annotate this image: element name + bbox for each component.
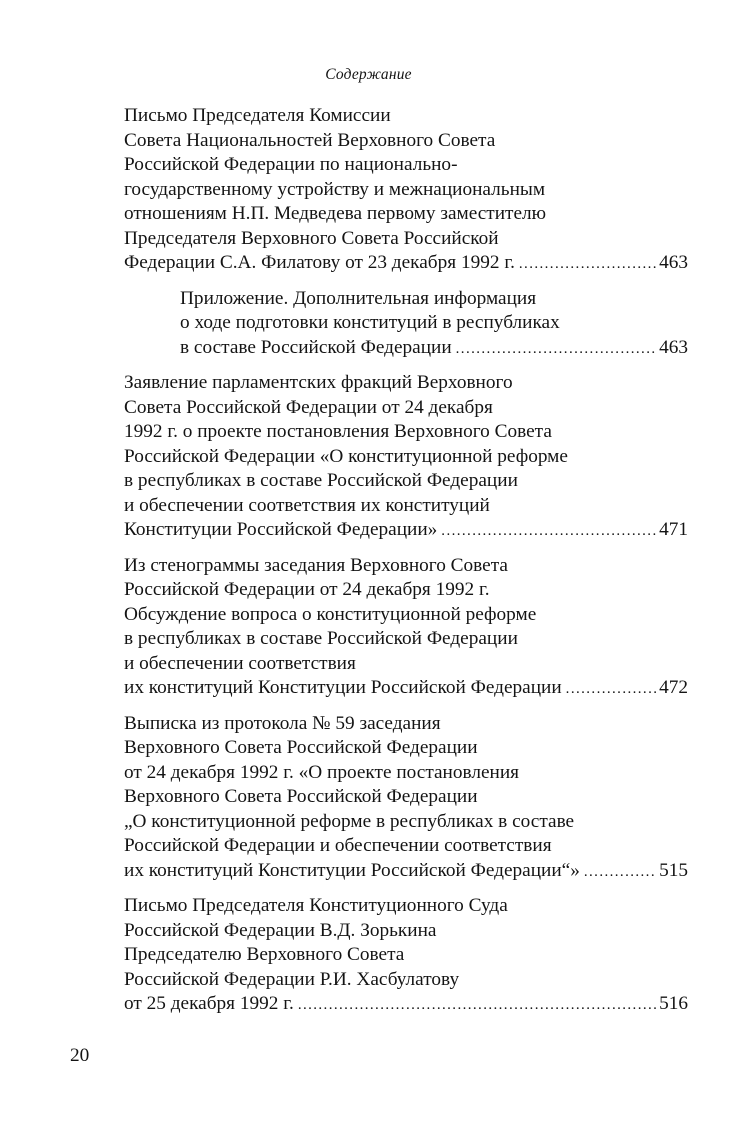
- entry-line: Российской Федерации В.Д. Зорькина: [124, 919, 437, 941]
- entry-page-number: 472: [659, 677, 688, 698]
- entry-line: государственному устройству и межнациональным: [124, 178, 546, 200]
- entry-line: Приложение. Дополнительная информация: [180, 287, 537, 309]
- entry-line: Председателю Верховного Совета: [124, 944, 405, 965]
- toc-entry[interactable]: [124, 554, 688, 702]
- dot-leader: [298, 993, 657, 1018]
- entry-line: Российской Федерации и обеспечении соответствия: [124, 835, 552, 856]
- entry-line: Председателя Верховного Совета Российской: [124, 227, 499, 249]
- entry-line: Федерации С.А. Филатову от 23 декабря 1992 г.: [124, 252, 515, 273]
- entry-line: в республиках в составе Российской Федерации: [124, 628, 518, 649]
- entry-last-line: [124, 676, 688, 702]
- page-header: Содержание: [325, 66, 412, 83]
- entry-line: Российской Федерации «О конституционной реформе: [124, 445, 568, 467]
- entry-line: отношениям Н.П. Медведева первому заместителю: [124, 203, 547, 224]
- entry-page-number: 516: [659, 993, 688, 1014]
- entry-last-line: [124, 251, 688, 277]
- entry-last-line: [180, 336, 688, 362]
- entry-line: Верховного Совета Российской Федерации: [124, 786, 478, 807]
- entry-page-number: 463: [659, 336, 688, 358]
- entry-line: Письмо Председателя Конституционного Суда: [124, 895, 508, 916]
- entry-line: Заявление парламентских фракций Верховного: [124, 372, 513, 393]
- dot-leader: [584, 860, 657, 885]
- entry-line: 1992 г. о проекте постановления Верховного Совета: [124, 421, 552, 442]
- entry-line: о ходе подготовки конституций в республиках: [180, 312, 560, 333]
- entry-line: в республиках в составе Российской Федерации: [124, 470, 518, 491]
- entry-line: Совета Российской Федерации от 24 декабря: [124, 396, 493, 418]
- dot-leader: [519, 252, 657, 277]
- toc-subentry[interactable]: [180, 287, 688, 362]
- toc-entry[interactable]: [124, 894, 688, 1018]
- entry-line: Конституции Российской Федерации»: [124, 519, 438, 540]
- page-number: 20: [70, 1045, 90, 1066]
- entry-page-number: 471: [659, 519, 688, 540]
- entry-line: их конституций Конституции Российской Федерации“»: [124, 859, 580, 881]
- dot-leader: [456, 337, 657, 362]
- entry-last-line: [124, 992, 688, 1018]
- entry-line: Совета Национальностей Верховного Совета: [124, 129, 496, 151]
- entry-line: от 24 декабря 1992 г. «О проекте постановления: [124, 761, 520, 783]
- toc-entry[interactable]: [124, 371, 688, 544]
- entry-last-line: [124, 859, 688, 885]
- entry-line: и обеспечении соответствия их конституций: [124, 494, 490, 516]
- toc-entry[interactable]: [124, 104, 688, 277]
- entry-last-line: [124, 518, 688, 544]
- entry-line: „О конституционной реформе в республиках в составе: [124, 810, 575, 832]
- dot-leader: [441, 519, 657, 544]
- entry-line: Из стенограммы заседания Верховного Совета: [124, 554, 508, 576]
- entry-line: и обеспечении соответствия: [124, 652, 356, 674]
- entry-line: Российской Федерации от 24 декабря 1992 г.: [124, 579, 490, 600]
- entry-line: Обсуждение вопроса о конституционной реформе: [124, 603, 537, 625]
- dot-leader: [566, 677, 657, 702]
- entry-line: их конституций Конституции Российской Федерации: [124, 677, 562, 698]
- entry-line: Выписка из протокола № 59 заседания: [124, 712, 441, 734]
- entry-line: Письмо Председателя Комиссии: [124, 105, 391, 126]
- table-of-contents: [124, 104, 688, 1028]
- entry-line: Российской Федерации Р.И. Хасбулатову: [124, 968, 460, 990]
- toc-entry[interactable]: [124, 712, 688, 885]
- entry-line: от 25 декабря 1992 г.: [124, 993, 294, 1014]
- entry-line: в составе Российской Федерации: [180, 336, 452, 358]
- entry-line: Верховного Совета Российской Федерации: [124, 737, 478, 758]
- entry-page-number: 463: [659, 252, 688, 273]
- entry-line: Российской Федерации по национально-: [124, 154, 458, 175]
- entry-page-number: 515: [659, 859, 688, 881]
